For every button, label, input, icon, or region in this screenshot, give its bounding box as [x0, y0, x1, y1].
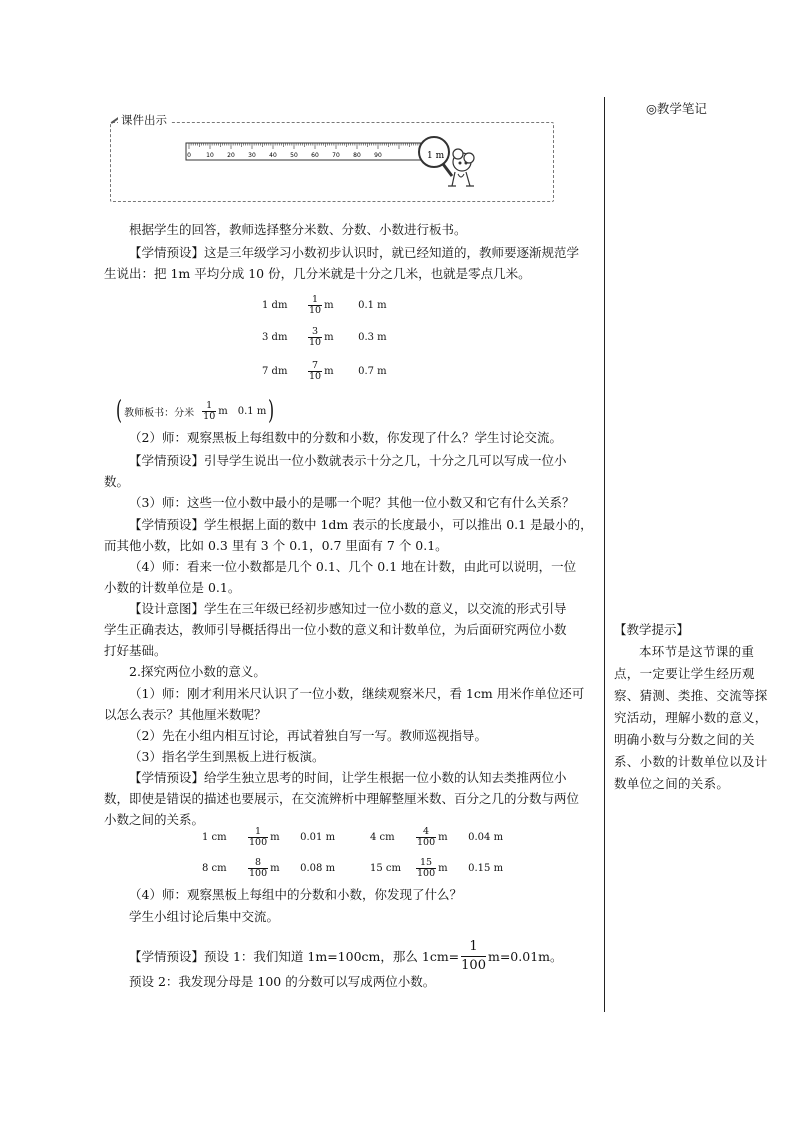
paragraph: 数，即使是错误的描述也要展示，在交流辨析中理解整厘米数、百分之几的分数与两位	[104, 791, 580, 806]
fraction-denominator: 10	[309, 337, 322, 348]
preset1-text: 【学情预设】预设 1：我们知道 1m=100cm，那么 1cm=	[129, 948, 460, 964]
fraction	[416, 827, 436, 848]
fraction-denominator: 10	[309, 305, 322, 316]
fraction-denominator: 10	[309, 371, 322, 382]
board-note	[114, 398, 276, 424]
paragraph: 【学情预设】学生根据上面的数中 1dm 表示的长度最小，可以推出 0.1 是最小的，	[129, 517, 593, 532]
unit: m	[270, 832, 280, 843]
column-divider	[604, 97, 605, 1012]
dm-row	[262, 361, 387, 382]
paragraph-with-fraction	[104, 938, 598, 975]
fraction-denominator: 100	[417, 868, 436, 879]
cm-value: 8 cm	[202, 863, 227, 874]
paragraph: 【学情预设】给学生独立思考的时间，让学生根据一位小数的认知去类推两位小	[129, 770, 567, 785]
section-heading: 2.探究两位小数的意义。	[129, 664, 266, 679]
fraction-denominator: 100	[461, 958, 486, 973]
fraction	[248, 858, 268, 879]
fraction-numerator: 1	[469, 939, 478, 954]
decimal-value: 0.1 m	[237, 405, 267, 417]
fraction-numerator: 8	[255, 857, 262, 868]
fraction-numerator: 4	[423, 826, 430, 837]
fraction-denominator: 100	[249, 868, 268, 879]
fraction	[308, 327, 322, 348]
unit: m	[218, 405, 228, 417]
unit: m	[438, 832, 448, 843]
paragraph: 【学情预设】引导学生说出一位小数就表示十分之几，十分之几可以写成一位小	[129, 453, 567, 468]
fraction	[308, 295, 322, 316]
notes-header: ◎教学笔记	[646, 101, 707, 116]
cm-value: 1 cm	[202, 832, 227, 843]
ruler-tick-label: 70	[332, 152, 340, 159]
ruler-tick-label: 30	[248, 152, 256, 159]
fraction-numerator: 1	[255, 826, 262, 837]
cm-row	[202, 827, 335, 848]
ruler-tick-label: 10	[206, 152, 214, 159]
courseware-label: 课件出示	[118, 112, 170, 128]
decimal-value: 0.04 m	[468, 832, 504, 843]
fraction	[248, 827, 268, 848]
mascot-icon	[448, 149, 474, 186]
fraction-numerator: 1	[206, 399, 213, 411]
fraction-denominator: 100	[417, 837, 436, 848]
dm-row	[262, 295, 387, 316]
cm-value: 15 cm	[370, 863, 401, 874]
left-paren-icon: (	[116, 396, 123, 426]
ruler-tick-label: 20	[227, 152, 235, 159]
fraction-numerator: 3	[312, 326, 319, 337]
fraction	[461, 938, 486, 975]
paragraph: 数。	[104, 474, 130, 489]
ruler-tick-label: 90	[374, 152, 382, 159]
preset1-tail: m=0.01m。	[487, 948, 563, 964]
ruler-tick-label: 80	[353, 152, 361, 159]
ruler-tick-label: 40	[269, 152, 277, 159]
unit: m	[324, 366, 334, 377]
paragraph: 【设计意图】学生在三年级已经初步感知过一位小数的意义，以交流的形式引导	[129, 601, 567, 616]
paragraph: 小数的计数单位是 0.1。	[104, 580, 241, 595]
decimal-value: 0.08 m	[300, 863, 336, 874]
fraction-denominator: 100	[249, 837, 268, 848]
decimal-value: 0.7 m	[358, 366, 387, 377]
unit: m	[438, 863, 448, 874]
right-paren-icon: )	[268, 396, 275, 426]
dm-value: 1 dm	[262, 300, 288, 311]
ruler-tick-label: 0	[187, 152, 191, 159]
meter-ruler-illustration	[0, 0, 794, 220]
decimal-value: 0.3 m	[358, 332, 387, 343]
paragraph: （3）师：这些一位小数中最小的是哪一个呢？其他一位小数又和它有什么关系？	[129, 495, 575, 510]
teaching-tip	[614, 619, 770, 795]
cm-row	[370, 827, 503, 848]
decimal-value: 0.1 m	[358, 300, 387, 311]
dm-value: 3 dm	[262, 332, 288, 343]
paragraph: 【学情预设】这是三年级学习小数初步认识时，就已经知道的，教师要逐渐规范学	[129, 245, 580, 260]
dm-value: 7 dm	[262, 366, 288, 377]
paragraph: 小数之间的关系。	[104, 812, 205, 827]
unit: m	[324, 332, 334, 343]
ruler-tick-label: 50	[290, 152, 298, 159]
fraction-numerator: 15	[420, 857, 433, 868]
paragraph: 学生正确表达，教师引导概括得出一位小数的意义和计数单位，为后面研究两位小数	[104, 622, 567, 637]
ruler-tick-label: 60	[311, 152, 319, 159]
cm-row	[202, 858, 335, 879]
fraction	[416, 858, 436, 879]
paragraph: 生说出：把 1m 平均分成 10 份，几分米就是十分之几米，也就是零点几米。	[104, 266, 531, 281]
paragraph: 以怎么表示？其他厘米数呢？	[104, 707, 267, 722]
decimal-value: 0.01 m	[300, 832, 336, 843]
unit: m	[324, 300, 334, 311]
paragraph: （2）先在小组内相互讨论，再试着独自写一写。教师巡视指导。	[129, 728, 487, 743]
cm-value: 4 cm	[370, 832, 395, 843]
paragraph: （4）师：观察黑板上每组中的分数和小数，你发现了什么？	[129, 887, 462, 902]
magnifier-text: 1 m	[427, 151, 445, 161]
paragraph: 预设 2：我发现分母是 100 的分数可以写成两位小数。	[129, 974, 436, 989]
decimal-value: 0.15 m	[468, 863, 504, 874]
paragraph: （3）指名学生到黑板上进行板演。	[129, 749, 325, 764]
paragraph: 学生小组讨论后集中交流。	[129, 909, 280, 924]
fraction-numerator: 1	[312, 294, 319, 305]
paragraph: 根据学生的回答，教师选择整分米数、分数、小数进行板书。	[129, 222, 467, 237]
magnifier-handle	[443, 164, 452, 176]
paragraph: 而其他小数，比如 0.3 里有 3 个 0.1，0.7 里面有 7 个 0.1。	[104, 538, 448, 553]
unit: m	[270, 863, 280, 874]
fraction	[202, 401, 216, 422]
tip-title: 【教学提示】	[614, 622, 690, 637]
fraction-denominator: 10	[203, 410, 216, 422]
dm-row	[262, 327, 387, 348]
tip-body: 本环节是这节课的重点，一定要让学生经历观察、猜测、类推、交流等探究活动，理解小数的意义，明确小数与分数之间的关系、小数的计数单位以及计数单位之间的关系。	[614, 644, 768, 791]
paragraph: （2）师：观察黑板上每组数中的分数和小数，你发现了什么？学生讨论交流。	[129, 430, 562, 445]
board-label: 教师板书：分米	[124, 407, 195, 419]
fraction	[308, 361, 322, 382]
paragraph: （4）师：看来一位小数都是几个 0.1、几个 0.1 地在计数，由此可以说明，一位	[129, 559, 577, 574]
paragraph: （1）师：刚才利用米尺认识了一位小数，继续观察米尺，看 1cm 用米作单位还可	[129, 686, 585, 701]
cm-row	[370, 858, 503, 879]
fraction-numerator: 7	[312, 360, 319, 371]
paragraph: 打好基础。	[104, 643, 167, 658]
